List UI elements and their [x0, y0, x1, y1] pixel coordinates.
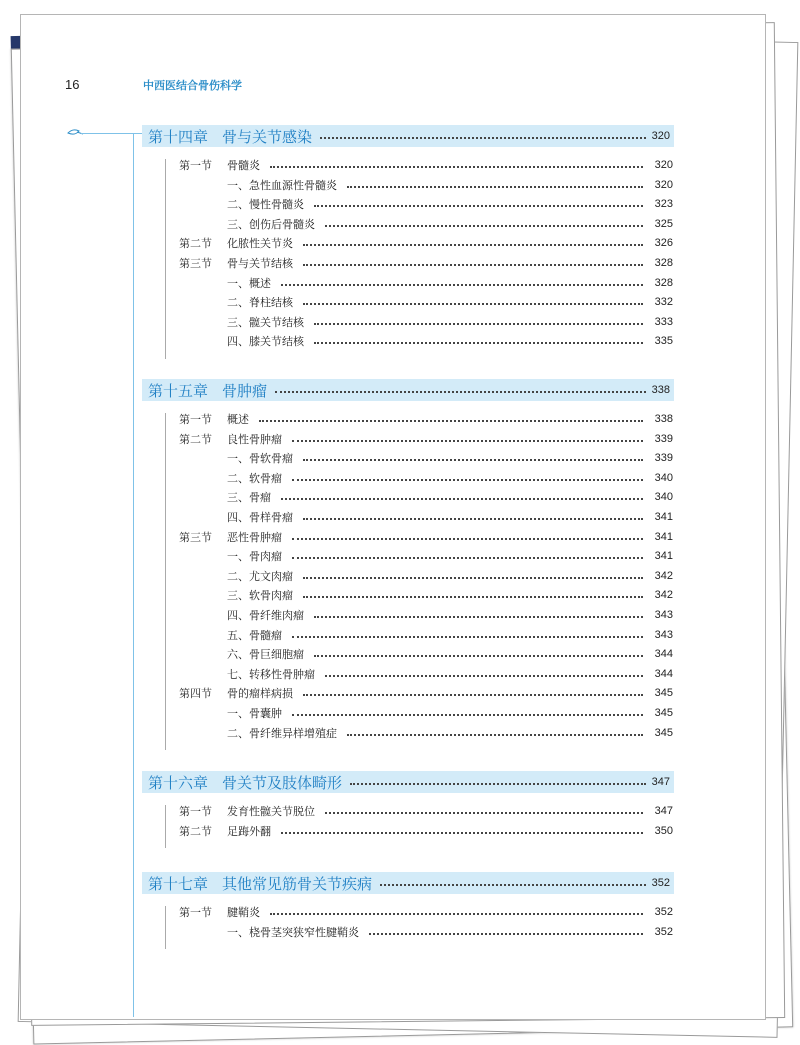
- toc-section-entry[interactable]: [179, 685, 673, 701]
- dot-leader: [270, 166, 643, 168]
- entry-page: 335: [654, 335, 673, 348]
- dot-leader: [369, 933, 643, 935]
- section-number: 第二节: [179, 824, 212, 838]
- entry-title: 概述: [227, 413, 249, 426]
- toc-section-entry[interactable]: [179, 157, 673, 173]
- dot-leader: [347, 186, 643, 188]
- entry-page: 341: [654, 530, 673, 543]
- section-number: 第一节: [179, 413, 212, 426]
- dot-leader: [281, 284, 643, 286]
- chapter-number: 第十七章: [148, 874, 209, 893]
- entry-page: 350: [654, 824, 673, 837]
- chapter-title: 骨与关节感染: [222, 127, 313, 146]
- toc-subsection-entry[interactable]: [179, 607, 673, 623]
- toc-subsection-entry[interactable]: [179, 627, 673, 643]
- dot-leader: [303, 596, 643, 598]
- toc-subsection-entry[interactable]: [179, 646, 673, 662]
- section-rule: [165, 159, 166, 359]
- entry-page: 352: [654, 925, 673, 938]
- dot-leader: [292, 479, 643, 481]
- dot-leader: [303, 694, 643, 696]
- dot-leader: [380, 884, 646, 886]
- entry-title: 三、软骨肉瘤: [227, 589, 293, 603]
- entry-page: 343: [654, 628, 673, 641]
- dot-leader: [314, 342, 643, 344]
- chapter-number: 第十四章: [148, 127, 209, 146]
- toc-subsection-entry[interactable]: [179, 725, 673, 741]
- section-number: 第四节: [179, 687, 212, 701]
- dot-leader: [325, 675, 643, 677]
- entry-title: 二、软骨瘤: [227, 471, 282, 485]
- section-number: 第一节: [179, 906, 212, 919]
- dot-leader: [350, 783, 646, 785]
- entry-page: 347: [654, 805, 673, 817]
- entry-page: 339: [654, 432, 673, 445]
- toc-section-entry[interactable]: [179, 803, 673, 819]
- dot-leader: [275, 391, 646, 393]
- dot-leader: [303, 518, 643, 520]
- section-number: 第二节: [179, 432, 212, 446]
- entry-title: 四、膝关节结核: [227, 335, 304, 349]
- entry-title: 一、桡骨茎突狭窄性腱鞘炎: [227, 925, 359, 939]
- entry-title: 一、急性血源性骨髓炎: [227, 178, 337, 192]
- toc-section-entry[interactable]: [179, 904, 673, 920]
- dot-leader: [314, 655, 643, 657]
- page-number: 16: [65, 77, 80, 92]
- entry-title: 二、脊柱结核: [227, 296, 293, 310]
- toc-section-entry[interactable]: [179, 431, 673, 447]
- section-number: 第一节: [179, 805, 212, 818]
- entry-title: 二、慢性骨髓炎: [227, 198, 304, 212]
- entry-title: 骨髓炎: [227, 159, 260, 172]
- toc-subsection-entry[interactable]: [179, 568, 673, 584]
- entry-page: 341: [654, 550, 673, 563]
- entry-title: 五、骨髓瘤: [227, 628, 282, 642]
- entry-page: 320: [654, 178, 673, 191]
- toc-subsection-entry[interactable]: [179, 548, 673, 564]
- entry-page: 320: [654, 159, 673, 171]
- toc-subsection-entry[interactable]: [179, 294, 673, 310]
- dot-leader: [325, 812, 643, 814]
- margin-rule-vertical: [133, 133, 134, 1017]
- entry-title: 三、骨瘤: [227, 491, 271, 505]
- entry-page: 328: [654, 257, 673, 269]
- entry-page: 332: [654, 296, 673, 309]
- entry-page: 325: [654, 217, 673, 230]
- section-number: 第三节: [179, 530, 212, 544]
- entry-page: 323: [654, 198, 673, 211]
- toc-subsection-entry[interactable]: [179, 333, 673, 349]
- entry-title: 二、尤文肉瘤: [227, 569, 293, 583]
- toc-subsection-entry[interactable]: [179, 196, 673, 212]
- section-number: 第二节: [179, 237, 212, 251]
- entry-title: 一、概述: [227, 276, 271, 290]
- dot-leader: [320, 137, 646, 139]
- dot-leader: [314, 205, 643, 207]
- dot-leader: [347, 734, 643, 736]
- toc-subsection-entry[interactable]: [179, 509, 673, 525]
- section-rule: [165, 906, 166, 949]
- section-number: 第一节: [179, 159, 212, 172]
- entry-page: 344: [654, 648, 673, 661]
- entry-page: 338: [654, 413, 673, 425]
- dot-leader: [303, 244, 643, 246]
- entry-page: 326: [654, 237, 673, 250]
- toc-subsection-entry[interactable]: [179, 587, 673, 603]
- chapter-number: 第十五章: [148, 381, 209, 400]
- entry-title: 七、转移性骨肿瘤: [227, 667, 315, 681]
- entry-title: 化脓性关节炎: [227, 237, 293, 251]
- dot-leader: [281, 832, 643, 834]
- entry-title: 良性骨肿瘤: [227, 432, 282, 446]
- entry-title: 腱鞘炎: [227, 906, 260, 919]
- entry-title: 六、骨巨细胞瘤: [227, 648, 304, 662]
- dot-leader: [314, 616, 643, 618]
- dot-leader: [292, 714, 643, 716]
- dot-leader: [303, 577, 643, 579]
- entry-page: 352: [654, 906, 673, 918]
- entry-page: 328: [654, 276, 673, 289]
- entry-title: 四、骨纤维肉瘤: [227, 609, 304, 622]
- entry-page: 342: [654, 589, 673, 602]
- entry-page: 342: [654, 569, 673, 582]
- chapter-number: 第十六章: [148, 773, 209, 792]
- chapter-page: 347: [651, 776, 670, 788]
- dot-leader: [292, 557, 643, 559]
- entry-page: 345: [654, 726, 673, 739]
- entry-page: 345: [654, 687, 673, 700]
- dot-leader: [270, 913, 643, 915]
- chapter-heading[interactable]: [142, 125, 674, 147]
- entry-page: 345: [654, 707, 673, 719]
- toc-subsection-entry[interactable]: [179, 177, 673, 193]
- running-title: 中西医结合骨伤科学: [143, 79, 242, 92]
- entry-title: 二、骨纤维异样增殖症: [227, 726, 337, 740]
- entry-page: 340: [654, 491, 673, 504]
- toc-subsection-entry[interactable]: [179, 666, 673, 682]
- entry-page: 344: [654, 667, 673, 680]
- chapter-title: 骨肿瘤: [222, 381, 268, 400]
- toc-subsection-entry[interactable]: [179, 705, 673, 721]
- entry-title: 发育性髋关节脱位: [227, 805, 315, 818]
- entry-title: 三、髋关节结核: [227, 315, 304, 329]
- dot-leader: [303, 303, 643, 305]
- entry-page: 339: [654, 452, 673, 465]
- dot-leader: [281, 498, 643, 500]
- margin-rule-horizontal: [81, 133, 145, 134]
- toc-subsection-entry[interactable]: [179, 489, 673, 505]
- section-rule: [165, 805, 166, 848]
- toc-section-entry[interactable]: [179, 235, 673, 251]
- entry-title: 一、骨肉瘤: [227, 550, 282, 564]
- chapter-heading[interactable]: [142, 771, 674, 793]
- toc-subsection-entry[interactable]: [179, 450, 673, 466]
- entry-title: 恶性骨肿瘤: [227, 530, 282, 544]
- dot-leader: [303, 264, 643, 266]
- chapter-page: 352: [651, 877, 670, 889]
- entry-title: 一、骨囊肿: [227, 707, 282, 720]
- section-number: 第三节: [179, 257, 212, 270]
- entry-page: 341: [654, 511, 673, 523]
- toc-section-entry[interactable]: [179, 529, 673, 545]
- dot-leader: [292, 636, 643, 638]
- toc-section-entry[interactable]: [179, 255, 673, 271]
- toc-page: [20, 14, 766, 1020]
- chapter-page: 320: [651, 130, 670, 142]
- entry-title: 骨的瘤样病损: [227, 687, 293, 701]
- entry-title: 四、骨样骨瘤: [227, 511, 293, 524]
- entry-title: 三、创伤后骨髓炎: [227, 217, 315, 231]
- section-rule: [165, 413, 166, 750]
- chapter-page: 338: [651, 384, 670, 396]
- entry-title: 一、骨软骨瘤: [227, 452, 293, 466]
- dot-leader: [325, 225, 643, 227]
- entry-page: 333: [654, 315, 673, 328]
- entry-title: 足踇外翻: [227, 824, 271, 838]
- toc-subsection-entry[interactable]: [179, 275, 673, 291]
- chapter-heading[interactable]: [142, 379, 674, 401]
- toc-subsection-entry[interactable]: [179, 924, 673, 940]
- toc-section-entry[interactable]: [179, 411, 673, 427]
- chapter-title: 骨关节及肢体畸形: [222, 773, 343, 792]
- chapter-title: 其他常见筋骨关节疾病: [222, 874, 373, 893]
- toc-section-entry[interactable]: [179, 823, 673, 839]
- dot-leader: [303, 459, 643, 461]
- entry-page: 340: [654, 471, 673, 484]
- entry-title: 骨与关节结核: [227, 257, 293, 270]
- toc-subsection-entry[interactable]: [179, 314, 673, 330]
- entry-page: 343: [654, 609, 673, 621]
- toc-subsection-entry[interactable]: [179, 216, 673, 232]
- dot-leader: [292, 538, 643, 540]
- chapter-heading[interactable]: [142, 872, 674, 894]
- leaf-icon: [67, 127, 83, 141]
- dot-leader: [314, 323, 643, 325]
- dot-leader: [259, 420, 643, 422]
- dot-leader: [292, 440, 643, 442]
- toc-subsection-entry[interactable]: [179, 470, 673, 486]
